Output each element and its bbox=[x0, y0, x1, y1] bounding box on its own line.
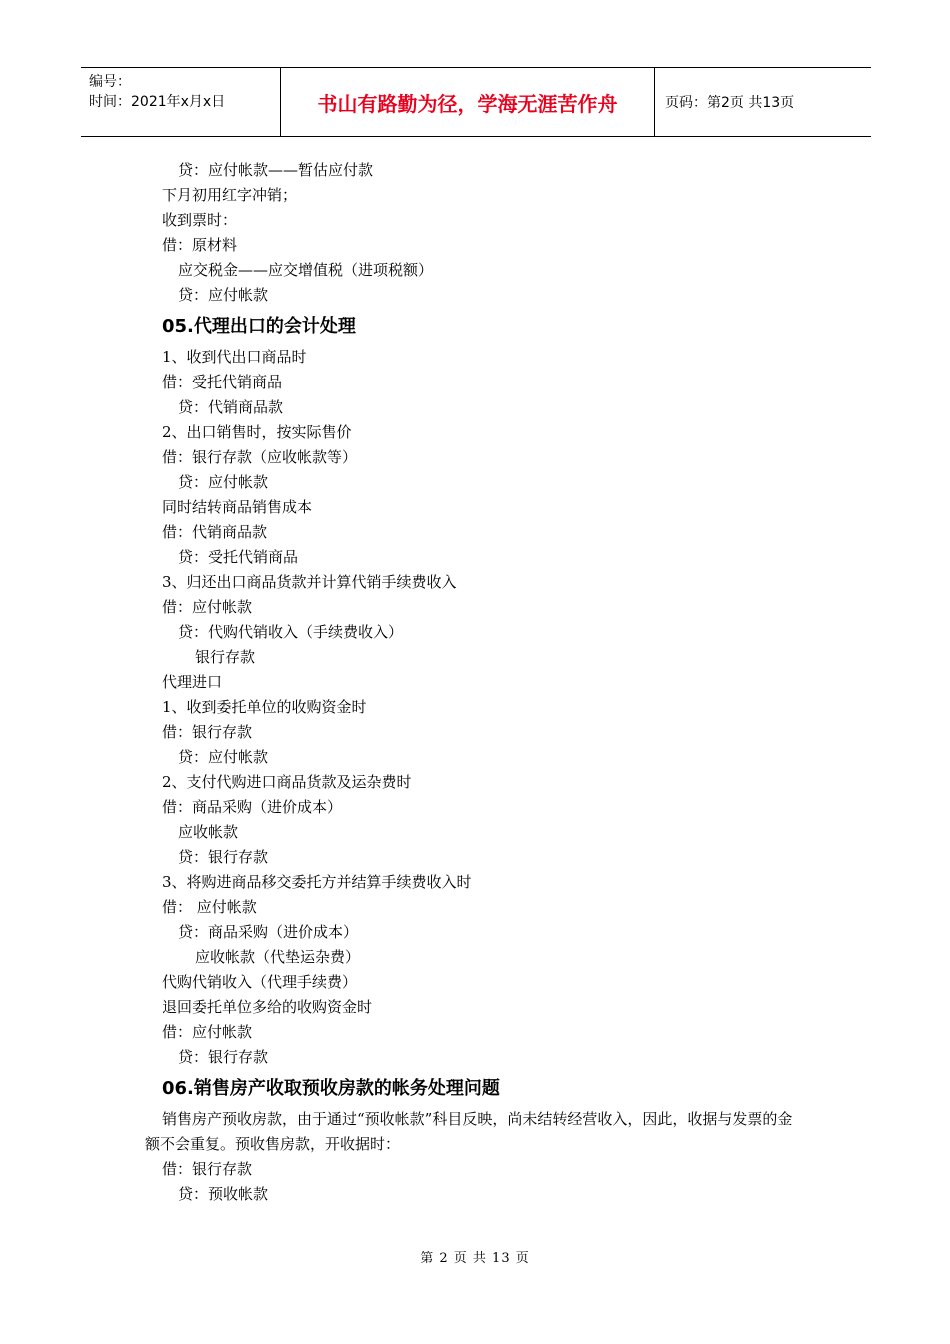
time-label: 时间：2021年x月x日 bbox=[89, 94, 226, 110]
entry-line: 借：应付帐款 bbox=[162, 598, 253, 616]
entry-line: 代理进口 bbox=[162, 673, 223, 691]
entry-line: 应交税金——应交增值税（进项税额） bbox=[178, 261, 434, 279]
entry-line: 贷：银行存款 bbox=[178, 1048, 269, 1066]
header-meta bbox=[81, 68, 281, 136]
number-label: 编号： bbox=[89, 74, 131, 90]
entry-line: 贷：应付帐款 bbox=[178, 286, 269, 304]
header-page-info: 页码：第2页 共13页 bbox=[665, 95, 795, 111]
entry-line: 银行存款 bbox=[195, 648, 256, 666]
section-06-paragraph: 销售房产预收房款，由于通过“预收帐款”科目反映，尚未结转经营收入，因此，收据与发票的金额不会重复。预收售房款，开收据时： bbox=[145, 1110, 793, 1153]
entry-line: 贷：受托代销商品 bbox=[178, 548, 299, 566]
entry-line: 借：代销商品款 bbox=[162, 523, 268, 541]
entry-line: 贷：应付帐款 bbox=[178, 748, 269, 766]
entry-line: 借：原材料 bbox=[162, 236, 238, 254]
header-table bbox=[81, 67, 871, 137]
entry-line: 1、收到委托单位的收购资金时 bbox=[162, 698, 367, 716]
entry-line: 贷：应付帐款——暂估应付款 bbox=[178, 161, 374, 179]
section-06-title: 06.销售房产收取预收房款的帐务处理问题 bbox=[162, 1078, 500, 1099]
entry-line: 借：银行存款 bbox=[162, 1160, 253, 1178]
header-motto: 书山有路勤为径，学海无涯苦作舟 bbox=[281, 68, 655, 136]
section-05-title: 05.代理出口的会计处理 bbox=[162, 316, 356, 337]
entry-line: 下月初用红字冲销； bbox=[162, 186, 298, 204]
entry-line: 贷：商品采购（进价成本） bbox=[178, 923, 359, 941]
entry-line: 贷：代销商品款 bbox=[178, 398, 284, 416]
entry-line: 贷：预收帐款 bbox=[178, 1185, 269, 1203]
entry-line: 借：应付帐款 bbox=[162, 1023, 253, 1041]
entry-line: 应收帐款 bbox=[178, 823, 239, 841]
entry-line: 贷：应付帐款 bbox=[178, 473, 269, 491]
entry-line: 贷：银行存款 bbox=[178, 848, 269, 866]
entry-line: 贷：代购代销收入（手续费收入） bbox=[178, 623, 404, 641]
entry-line: 借： 应付帐款 bbox=[162, 898, 257, 916]
document-body bbox=[145, 158, 822, 1207]
entry-line: 退回委托单位多给的收购资金时 bbox=[162, 998, 373, 1016]
entry-line: 借：银行存款 bbox=[162, 723, 253, 741]
entry-line: 1、收到代出口商品时 bbox=[162, 348, 307, 366]
entry-line: 应收帐款（代垫运杂费） bbox=[195, 948, 361, 966]
entry-line: 代购代销收入（代理手续费） bbox=[162, 973, 358, 991]
entry-line: 3、归还出口商品货款并计算代销手续费收入 bbox=[162, 573, 457, 591]
section-06-entries bbox=[162, 1157, 822, 1207]
entry-line: 3、将购进商品移交委托方并结算手续费收入时 bbox=[162, 873, 472, 891]
entry-line: 借：银行存款（应收帐款等） bbox=[162, 448, 358, 466]
section-05-entries bbox=[162, 345, 822, 1070]
entry-line: 借：受托代销商品 bbox=[162, 373, 283, 391]
intro-entries bbox=[162, 158, 822, 308]
page-footer: 第 2 页 共 13 页 bbox=[420, 1251, 530, 1266]
entry-line: 借：商品采购（进价成本） bbox=[162, 798, 343, 816]
entry-line: 同时结转商品销售成本 bbox=[162, 498, 313, 516]
entry-line: 收到票时： bbox=[162, 211, 238, 229]
entry-line: 2、支付代购进口商品货款及运杂费时 bbox=[162, 773, 412, 791]
entry-line: 2、出口销售时，按实际售价 bbox=[162, 423, 352, 441]
